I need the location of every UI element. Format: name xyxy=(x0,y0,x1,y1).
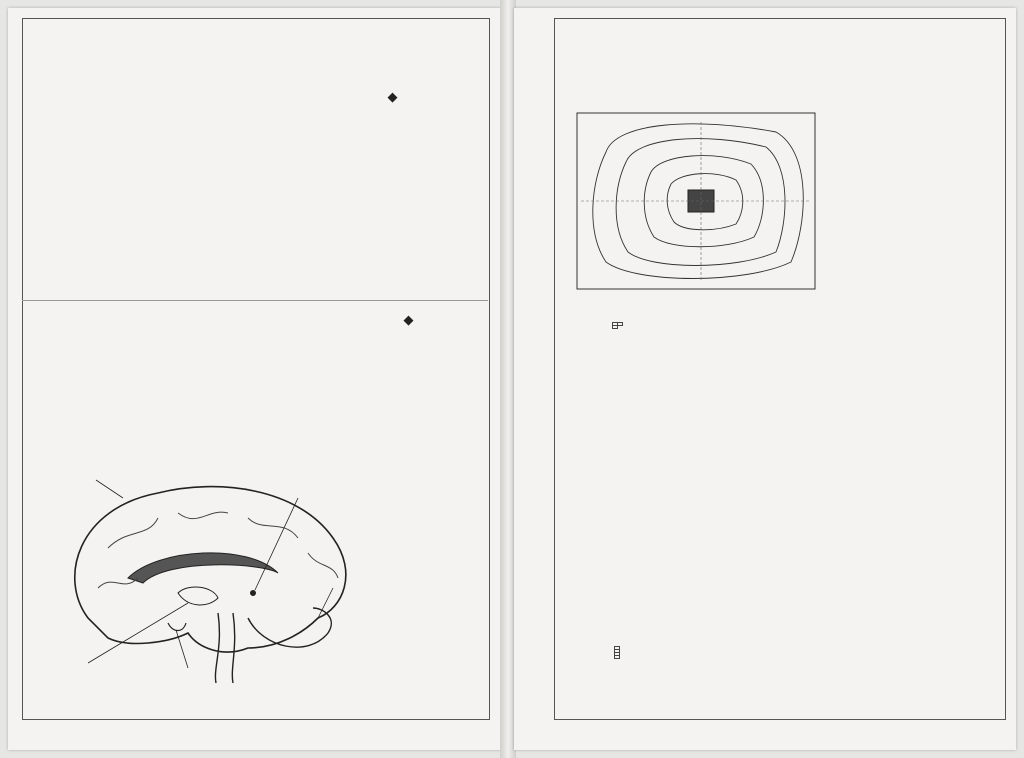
pineal-body-dot xyxy=(250,590,256,596)
lk-row-label xyxy=(615,656,620,659)
right-col-mid-right xyxy=(908,188,996,298)
em-field-contour-map xyxy=(576,112,816,290)
table1-row-label xyxy=(613,326,618,329)
right-col-mid-left xyxy=(908,308,996,478)
left-col-bottom-left xyxy=(408,490,478,690)
left-col-bottom-main xyxy=(67,308,297,468)
left-col-top-right xyxy=(406,78,476,268)
left-col-bottom-right xyxy=(300,308,390,468)
leukemia-table xyxy=(614,646,620,659)
right-col-top-right xyxy=(908,68,996,178)
corpus-callosum xyxy=(128,553,278,583)
brainstem-shape xyxy=(215,613,234,683)
right-page xyxy=(514,8,1016,750)
heading-electromagnetic-mind xyxy=(382,90,402,280)
left-page xyxy=(8,8,502,750)
right-col-top-mid xyxy=(836,78,906,268)
pituitary-shape xyxy=(168,623,186,631)
column-divider xyxy=(22,300,488,301)
brain-diagram xyxy=(48,458,378,688)
leukemia-bar-chart xyxy=(614,508,944,648)
diamond-bullet-icon: ◆ xyxy=(385,90,400,107)
heading-pineal-gland xyxy=(398,313,418,473)
brain-outline xyxy=(75,487,346,652)
left-col-top-main xyxy=(72,88,372,288)
distance-table xyxy=(612,322,623,329)
right-col-mid-main xyxy=(836,298,906,478)
table1-header-group xyxy=(618,323,623,326)
diamond-bullet-icon: ◆ xyxy=(401,313,416,330)
third-ventricle-shape xyxy=(178,587,218,605)
cerebellum-shape xyxy=(248,608,331,647)
